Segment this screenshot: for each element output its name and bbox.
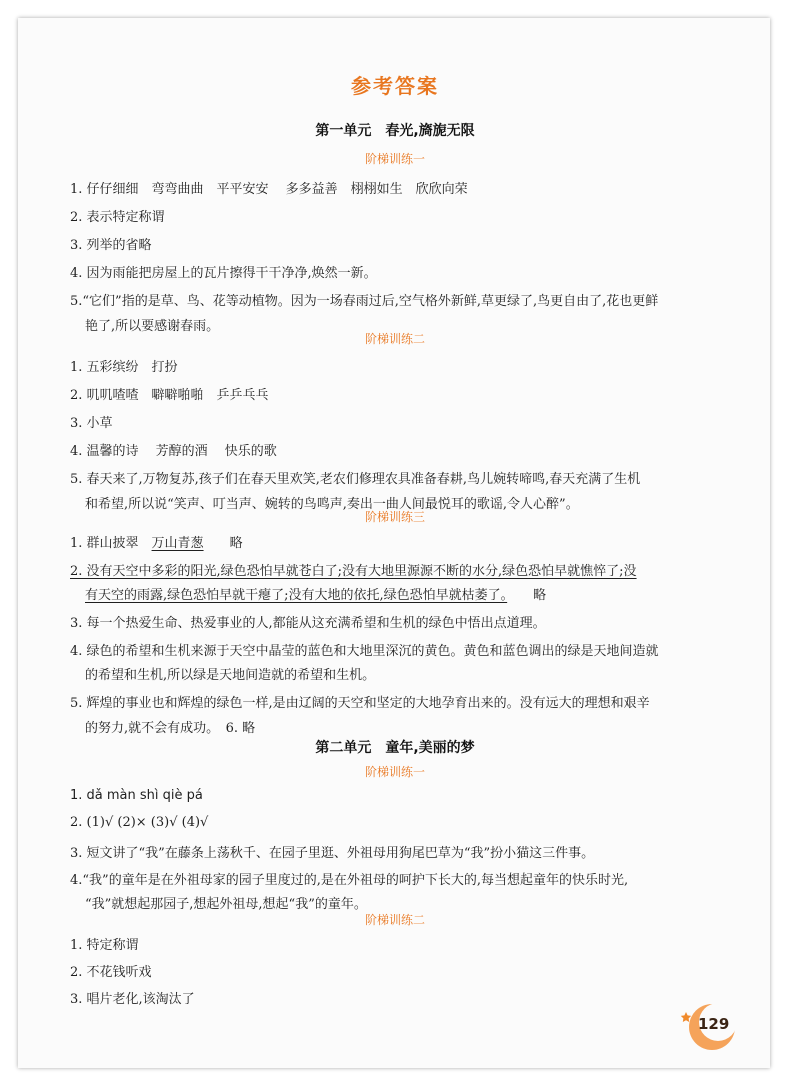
answer-text: 略 (507, 588, 547, 603)
answer-line: 的希望和生机,所以绿是天地间造就的希望和生机。 (85, 668, 376, 683)
underlined-answer: 有天空的雨露,绿色恐怕早就干瘪了;没有大地的依托,绿色恐怕早就枯萎了。 (85, 588, 508, 603)
answer-line: 1. 仔仔细细 弯弯曲曲 平平安安 多多益善 栩栩如生 欣欣向荣 (70, 182, 468, 197)
answer-line: 1. dǎ màn shì qiè pá (70, 788, 203, 803)
answer-line: 5. 辉煌的事业也和辉煌的绿色一样,是由辽阔的天空和坚定的大地孕育出来的。没有远大的理想和艰辛 (70, 696, 650, 711)
answer-line: 5. 春天来了,万物复苏,孩子们在春天里欢笑,老农们修理农具准备春耕,鸟儿婉转啼鸣,春天充满了生机 (70, 472, 641, 487)
answer-line: 1. 五彩缤纷 打扮 (70, 360, 178, 375)
answer-line: 的努力,就不会有成功。 6. 略 (85, 721, 256, 736)
answer-line: 4. 温馨的诗 芳醇的酒 快乐的歌 (70, 444, 277, 459)
unit1-section2-label: 阶梯训练二 (364, 332, 425, 346)
answer-line: “我”就想起那园子,想起外祖母,想起“我”的童年。 (85, 897, 367, 912)
underlined-answer: 万山青葱 (151, 536, 204, 551)
answer-line: 艳了,所以要感谢春雨。 (85, 319, 220, 334)
answer-line: 2. (1)√ (2)× (3)√ (4)√ (70, 815, 209, 830)
answer-text: 1. 群山披翠 (70, 536, 152, 551)
answer-line: 2. 不花钱听戏 (70, 965, 152, 980)
answer-line (70, 532, 243, 551)
answer-line: 3. 小草 (70, 416, 113, 431)
page-number: 129 (698, 1015, 730, 1033)
answer-line: 和希望,所以说“笑声、叮当声、婉转的鸟鸣声,奏出一曲人间最悦耳的歌谣,令人心醉”。 (85, 497, 579, 512)
answer-line: 4.“我”的童年是在外祖母家的园子里度过的,是在外祖母的呵护下长大的,每当想起童年的快乐时光, (70, 873, 629, 888)
answer-line: 3. 每一个热爱生命、热爱事业的人,都能从这充满希望和生机的绿色中悟出点道理。 (70, 616, 546, 631)
answer-line: 2. 表示特定称谓 (70, 210, 165, 225)
unit2-heading: 第二单元 童年,美丽的梦 (315, 740, 475, 756)
answer-line: 2. 叽叽喳喳 噼噼啪啪 乒乒乓乓 (70, 388, 269, 403)
unit2-section1-label: 阶梯训练一 (364, 765, 425, 779)
unit1-section3-label: 阶梯训练三 (364, 510, 425, 524)
answer-line: 5.“它们”指的是草、鸟、花等动植物。因为一场春雨过后,空气格外新鲜,草更绿了,鸟更自由了,花也更鲜 (70, 294, 659, 309)
answer-line (85, 584, 546, 603)
unit2-section2-label: 阶梯训练二 (364, 913, 425, 927)
page-number-badge (672, 1002, 736, 1052)
answer-line: 3. 短文讲了“我”在藤条上荡秋千、在园子里逛、外祖母用狗尾巴草为“我”扮小猫这三件事。 (70, 846, 595, 861)
answer-line: 1. 特定称谓 (70, 938, 139, 953)
answer-line: 3. 唱片老化,该淘汰了 (70, 992, 195, 1007)
answer-text: 略 (203, 536, 243, 551)
unit1-section1-label: 阶梯训练一 (364, 152, 425, 166)
page-title: 参考答案 (351, 74, 439, 98)
answer-line: 4. 因为雨能把房屋上的瓦片擦得干干净净,焕然一新。 (70, 266, 377, 281)
answer-line: 4. 绿色的希望和生机来源于天空中晶莹的蓝色和大地里深沉的黄色。黄色和蓝色调出的绿是天地间造就 (70, 644, 659, 659)
answer-line: 3. 列举的省略 (70, 238, 152, 253)
unit1-heading: 第一单元 春光,旖旎无限 (315, 123, 475, 139)
answer-line: 2. 没有天空中多彩的阳光,绿色恐怕早就苍白了;没有大地里源源不断的水分,绿色恐怕早就憔悴了;没 (70, 564, 637, 579)
